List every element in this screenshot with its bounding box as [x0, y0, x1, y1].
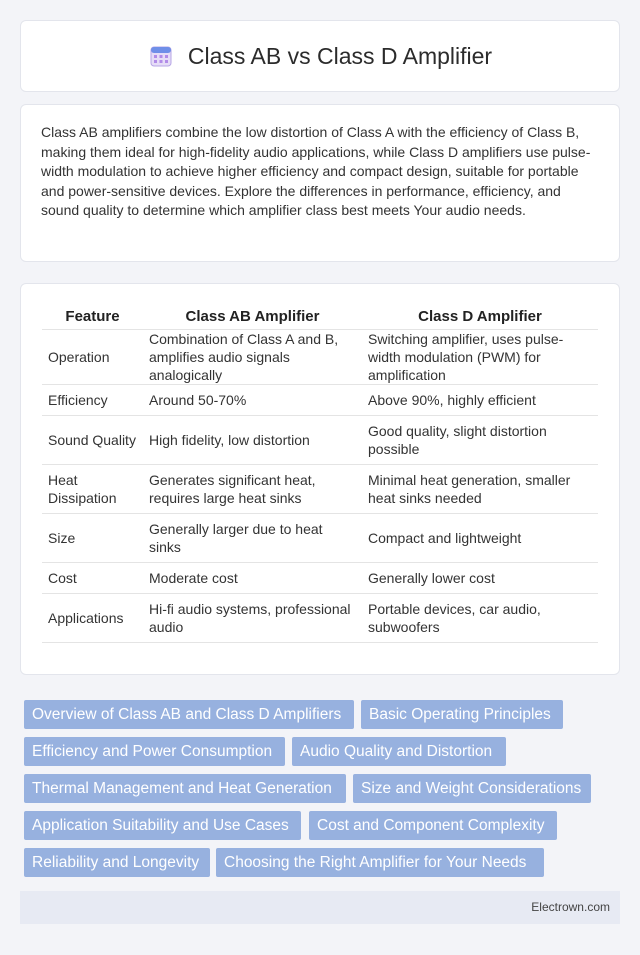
title-card	[20, 20, 620, 92]
table-cell-feature: Cost	[42, 562, 143, 593]
topic-tag[interactable]: Size and Weight Considerations	[353, 774, 591, 803]
table-cell-feature: Applications	[42, 593, 143, 642]
header-class-ab: Class AB Amplifier	[143, 304, 362, 329]
table-cell-class-ab: Moderate cost	[143, 562, 362, 593]
header-class-d: Class D Amplifier	[362, 304, 598, 329]
topic-tag[interactable]: Reliability and Longevity	[24, 848, 210, 877]
topic-tag[interactable]: Application Suitability and Use Cases	[24, 811, 301, 840]
intro-card	[20, 104, 620, 262]
page-title: Class AB vs Class D Amplifier	[187, 42, 493, 69]
intro-text: Class AB amplifiers combine the low distortion of Class A with the efficiency of Class B, making them ideal for high-fidelity audio applications, while Class D amplifiers use pulse-width modulation to achieve higher efficiency and compact design, suitable for portable and power-sensitive devices. Explore the differences in performance, efficiency, and sound quality to determine which amplifier class best meets Your audio needs.	[41, 124, 591, 219]
table-cell-class-ab: Hi-fi audio systems, professional audio	[143, 593, 362, 642]
comparison-card	[20, 283, 620, 675]
header-feature: Feature	[42, 304, 143, 329]
table-cell-class-d: Generally lower cost	[362, 562, 598, 593]
table-cell-class-d: Compact and lightweight	[362, 513, 598, 562]
table-cell-class-ab: Around 50-70%	[143, 384, 362, 415]
table-cell-feature: Sound Quality	[42, 415, 143, 464]
table-row	[42, 513, 598, 562]
table-cell-class-ab: Generally larger due to heat sinks	[143, 513, 362, 562]
table-row	[42, 464, 598, 513]
table-row	[42, 415, 598, 464]
table-cell-class-d: Good quality, slight distortion possible	[362, 415, 598, 464]
footer	[20, 891, 620, 924]
table-header-row	[42, 304, 598, 329]
table-cell-feature: Size	[42, 513, 143, 562]
topic-tag[interactable]: Choosing the Right Amplifier for Your Needs	[216, 848, 544, 877]
topic-tag[interactable]: Basic Operating Principles	[361, 700, 563, 729]
topic-tag[interactable]: Overview of Class AB and Class D Amplifiers	[24, 700, 354, 729]
table-cell-feature: Efficiency	[42, 384, 143, 415]
table-row	[42, 562, 598, 593]
topic-tag[interactable]: Audio Quality and Distortion	[292, 737, 506, 766]
table-cell-class-d: Portable devices, car audio, subwoofers	[362, 593, 598, 642]
topic-tag[interactable]: Cost and Component Complexity	[309, 811, 557, 840]
table-row	[42, 329, 598, 384]
table-cell-class-ab: Combination of Class A and B, amplifies audio signals analogically	[143, 329, 362, 384]
table-row	[42, 384, 598, 415]
table-cell-class-d: Switching amplifier, uses pulse-width modulation (PWM) for amplification	[362, 329, 598, 384]
footer-site: Electrown.com	[531, 900, 610, 914]
comparison-table	[42, 304, 598, 643]
table-cell-feature: Heat Dissipation	[42, 464, 143, 513]
table-cell-class-ab: High fidelity, low distortion	[143, 415, 362, 464]
table-cell-feature: Operation	[42, 329, 143, 384]
table-row	[42, 593, 598, 642]
topic-tag[interactable]: Efficiency and Power Consumption	[24, 737, 285, 766]
table-cell-class-ab: Generates significant heat, requires large heat sinks	[143, 464, 362, 513]
table-cell-class-d: Above 90%, highly efficient	[362, 384, 598, 415]
topic-tag[interactable]: Thermal Management and Heat Generation	[24, 774, 346, 803]
calendar-icon	[148, 43, 174, 69]
table-cell-class-d: Minimal heat generation, smaller heat sinks needed	[362, 464, 598, 513]
